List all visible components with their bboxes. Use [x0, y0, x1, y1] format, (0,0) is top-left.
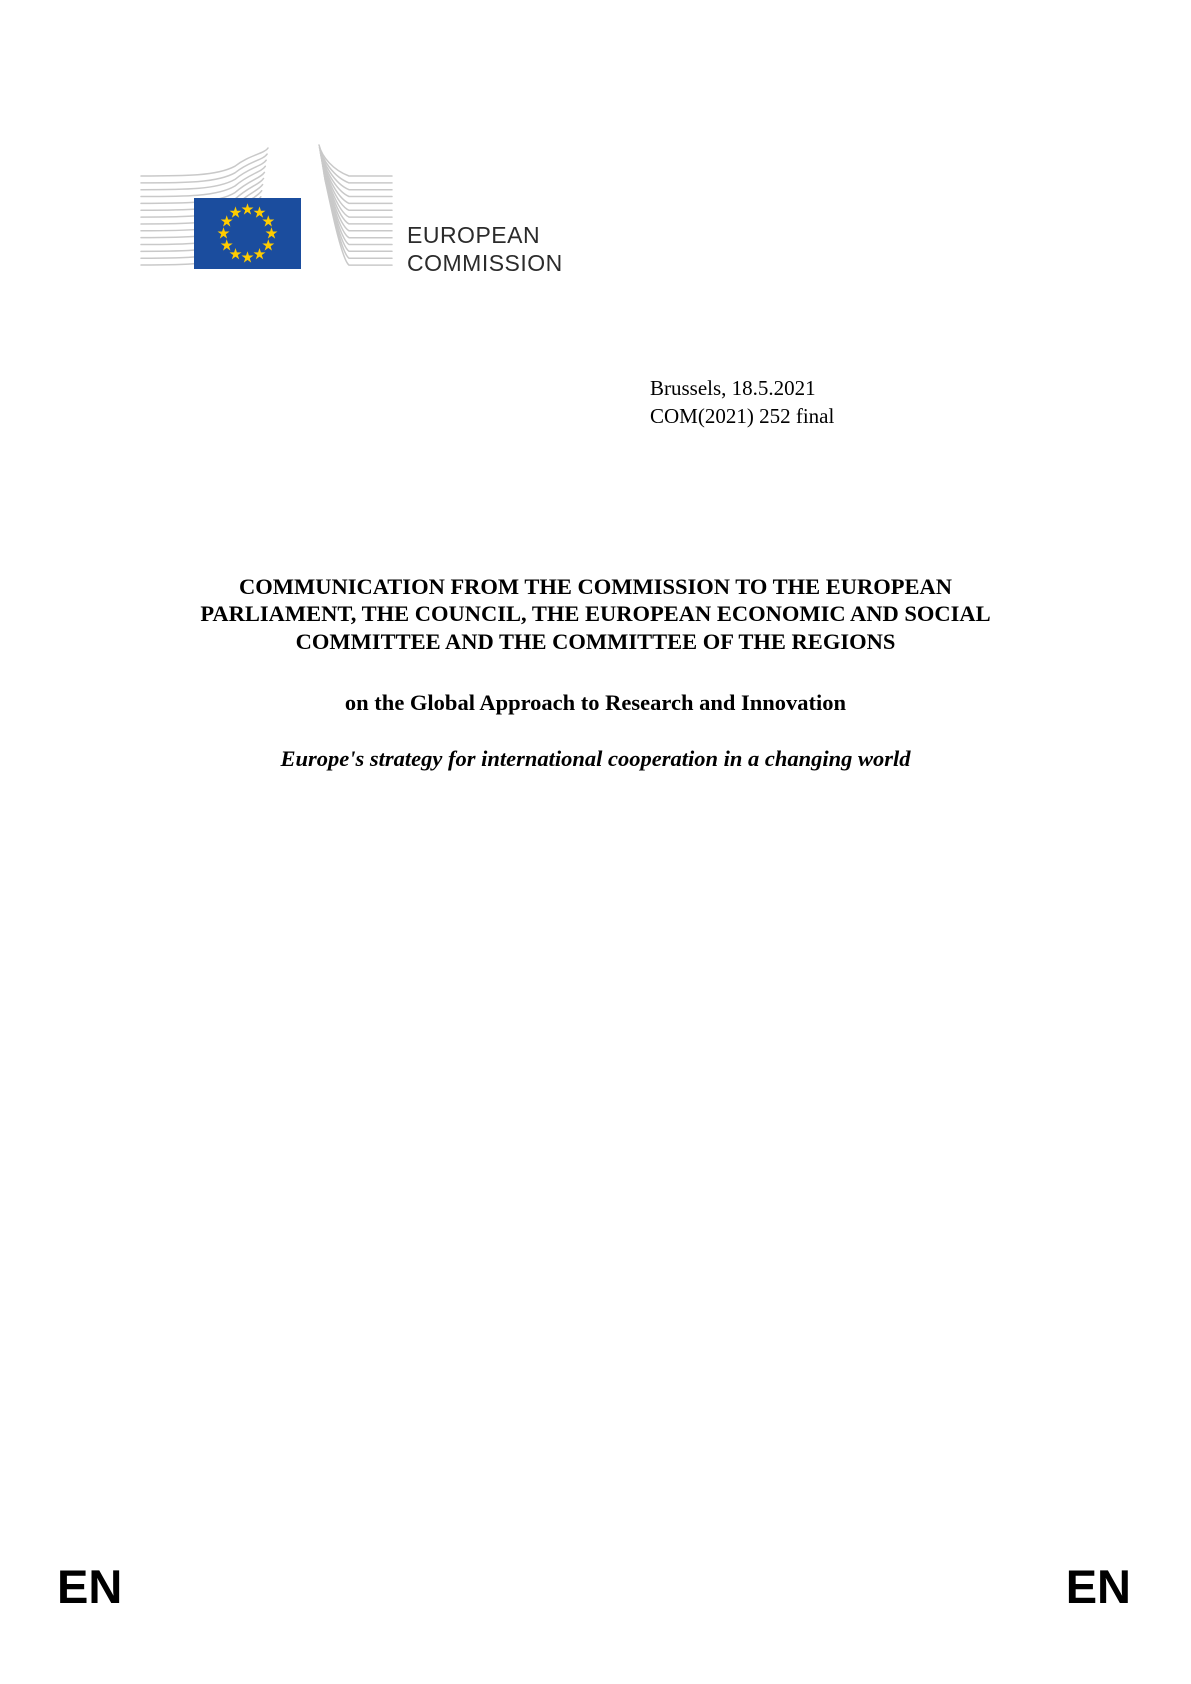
- document-title: [95, 573, 1096, 655]
- language-code-left: EN: [57, 1560, 123, 1613]
- document-subject: on the Global Approach to Research and Innovation: [344, 690, 847, 715]
- document-title-line1: COMMUNICATION FROM THE COMMISSION TO THE EUROPEAN: [239, 574, 952, 599]
- european-commission-logo-icon: [125, 128, 395, 273]
- place-date: Brussels, 18.5.2021: [650, 376, 816, 400]
- reference-block: [650, 374, 834, 430]
- language-code-right: EN: [1065, 1560, 1131, 1613]
- institution-name-line1: EUROPEAN: [407, 222, 541, 248]
- document-title-line2: PARLIAMENT, THE COUNCIL, THE EUROPEAN ECONOMIC AND SOCIAL: [200, 601, 991, 627]
- document-reference: COM(2021) 252 final: [650, 404, 835, 428]
- institution-name: [407, 221, 563, 277]
- document-subtitle: Europe's strategy for international cooperation in a changing world: [280, 746, 911, 771]
- institution-name-line2: COMMISSION: [407, 250, 563, 276]
- document-title-line3: COMMITTEE AND THE COMMITTEE OF THE REGIONS: [295, 628, 896, 654]
- european-commission-logo: [125, 128, 395, 273]
